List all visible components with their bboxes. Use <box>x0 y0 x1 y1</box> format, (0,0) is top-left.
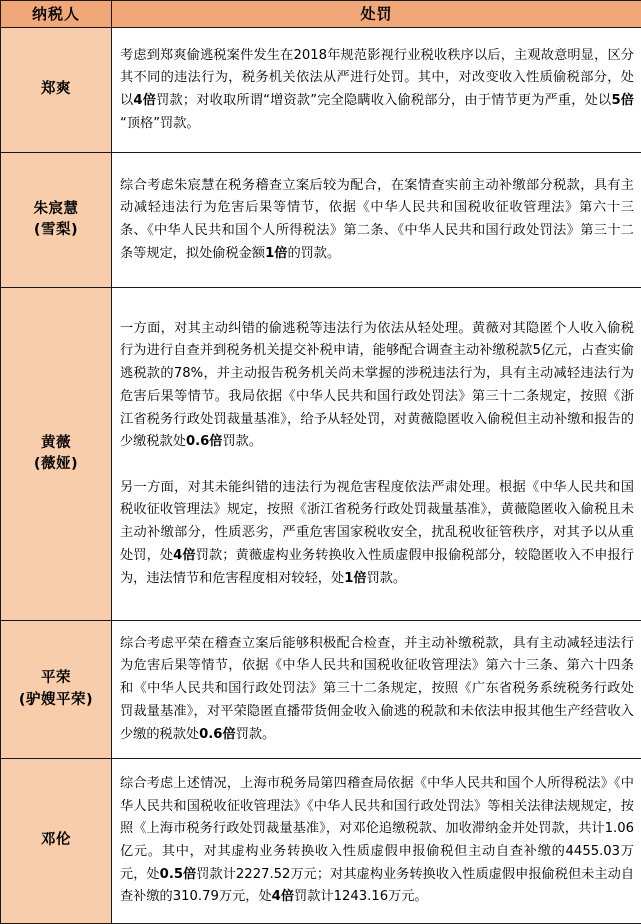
penalty-paragraph <box>120 773 634 909</box>
penalty-text-run: 另一方面，对其未能纠错的违法行为视危害程度依法严肃处理。根据《中华人民共和国税收征收管理法》规定，按照《浙江省税务行政处罚裁量基准》，黄薇隐匿收入偷税且未主动补缴部分，性质恶劣，严重危害国家税收安全，扰乱税收征管秩序，对其予以从重处罚，处 <box>120 480 634 563</box>
penalty-text-run: 一方面，对其主动纠错的偷逃税等违法行为依法从轻处理。黄薇对其隐匿个人收入偷税行为进行自查并到税务机关提交补税申请，能够配合调查主动补缴税款5亿元，占查实偷逃税款的78%，并主动报告税务机关尚未掌握的涉税违法行为，具有主动减轻违法行为危害后果等情节。我局依据《中华人民共和国行政处罚法》第三十二条规定，按照《浙江省税务行政处罚裁量基准》，给予从轻处罚，对黄薇隐匿收入偷税但主动补缴和报告的少缴税款处 <box>120 321 634 450</box>
penalty-text-run: 罚款。 <box>236 727 276 742</box>
penalty-paragraph <box>120 318 634 454</box>
taxpayer-alias: (驴嫂平荣) <box>3 690 109 711</box>
penalty-text-run: 罚款；对收取所谓“增资款”完全隐瞒收入偷税部分，由于情节更为严重，处以 <box>156 93 611 108</box>
taxpayer-name: 邓伦 <box>3 830 109 851</box>
penalty-paragraph <box>120 477 634 591</box>
penalty-multiplier: 0.6倍 <box>186 434 223 449</box>
taxpayer-name: 平荣 <box>3 668 109 689</box>
table-body <box>1 28 641 924</box>
penalty-text-run: 的罚款。 <box>287 246 340 261</box>
penalty-multiplier: 1倍 <box>344 571 366 586</box>
penalty-multiplier: 4倍 <box>133 93 156 108</box>
penalty-text-cell <box>112 288 641 621</box>
penalty-text-run: 罚款计2227.52万元；对其虚构业务转换收入性质虚假申报偷税但未主动自查补缴的310.79万元，处 <box>120 867 634 905</box>
penalty-text-run: 综合考虑朱宸慧在税务稽查立案后较为配合，在案情查实前主动补缴部分税款，具有主动减轻违法行为危害后果等情节，依据《中华人民共和国税收征收管理法》第六十三条、《中华人民共和国个人所得税法》第二条、《中华人民共和国行政处罚法》第三十二条等规定，拟处偷税金额 <box>120 178 634 261</box>
table-row <box>1 153 641 288</box>
penalty-text-run: 综合考虑上述情况，上海市税务局第四稽查局依据《中华人民共和国个人所得税法》《中华人民共和国税收征收管理法》《中华人民共和国行政处罚法》等相关法律法规规定，按照《上海市税务行政处罚裁量基准》，对邓伦追缴税款、加收滞纳金并处罚款，共计1.06亿元。其中，对其虚构业务转换收入性质虚假申报偷税但主动自查补缴的4455.03万元，处 <box>120 776 634 882</box>
penalty-paragraph <box>120 175 634 266</box>
table-row <box>1 621 641 759</box>
table-row <box>1 288 641 621</box>
penalty-text-cell <box>112 28 641 153</box>
penalty-multiplier: 0.5倍 <box>160 867 197 882</box>
penalty-text-cell <box>112 759 641 924</box>
penalty-multiplier: 1倍 <box>265 246 287 261</box>
table-header-row <box>1 1 641 28</box>
penalty-multiplier: 5倍 <box>611 93 634 108</box>
penalty-text-cell <box>112 153 641 288</box>
table-header <box>1 1 641 28</box>
taxpayer-alias: (薇娅) <box>3 454 109 475</box>
taxpayer-name: 黄薇 <box>3 433 109 454</box>
taxpayer-name-cell <box>1 759 112 924</box>
taxpayer-name-cell <box>1 621 112 759</box>
column-header-penalty: 处罚 <box>112 1 641 28</box>
penalty-text-run: 罚款计1243.16万元。 <box>294 889 428 904</box>
taxpayer-name-cell <box>1 288 112 621</box>
penalty-text-run: “顶格”罚款。 <box>120 116 200 131</box>
penalty-text-run: 考虑到郑爽偷逃税案件发生在2018年规范影视行业税收秩序以后，主观故意明显，区分其不同的违法行为，税务机关依法从严进行处罚。其中，对改变收入性质偷税部分，处以 <box>120 48 634 108</box>
table-row <box>1 759 641 924</box>
column-header-taxpayer: 纳税人 <box>1 1 112 28</box>
taxpayer-name-cell <box>1 28 112 153</box>
penalty-text-run: 罚款。 <box>367 571 407 586</box>
taxpayer-name-cell <box>1 153 112 288</box>
taxpayer-name: 朱宸慧 <box>3 199 109 220</box>
penalty-text-run: 罚款。 <box>223 434 263 449</box>
penalty-paragraph <box>120 45 634 136</box>
penalty-text-cell <box>112 621 641 759</box>
taxpayer-name: 郑爽 <box>3 79 109 100</box>
penalty-text-run: 罚款；黄薇虚构业务转换收入性质虚假申报偷税部分，较隐匿收入不申报行为，违法情节和危害程度相对较轻，处 <box>120 548 634 586</box>
table-row <box>1 28 641 153</box>
penalty-multiplier: 4倍 <box>272 889 294 904</box>
penalty-multiplier: 4倍 <box>173 548 196 563</box>
penalty-paragraph <box>120 633 634 747</box>
taxpayer-alias: (雪梨) <box>3 220 109 241</box>
penalty-multiplier: 0.6倍 <box>199 727 236 742</box>
penalty-text-run: 综合考虑平荣在稽查立案后能够积极配合检查，并主动补缴税款，具有主动减轻违法行为危害后果等情节，依据《中华人民共和国税收征收管理法》第六十三条、第六十四条和《中华人民共和国行政处罚法》第三十二条规定，按照《广东省税务系统税务行政处罚裁量基准》，对平荣隐匿直播带货佣金收入偷逃的税款和未依法申报其他生产经营收入少缴的税款处 <box>120 636 634 742</box>
